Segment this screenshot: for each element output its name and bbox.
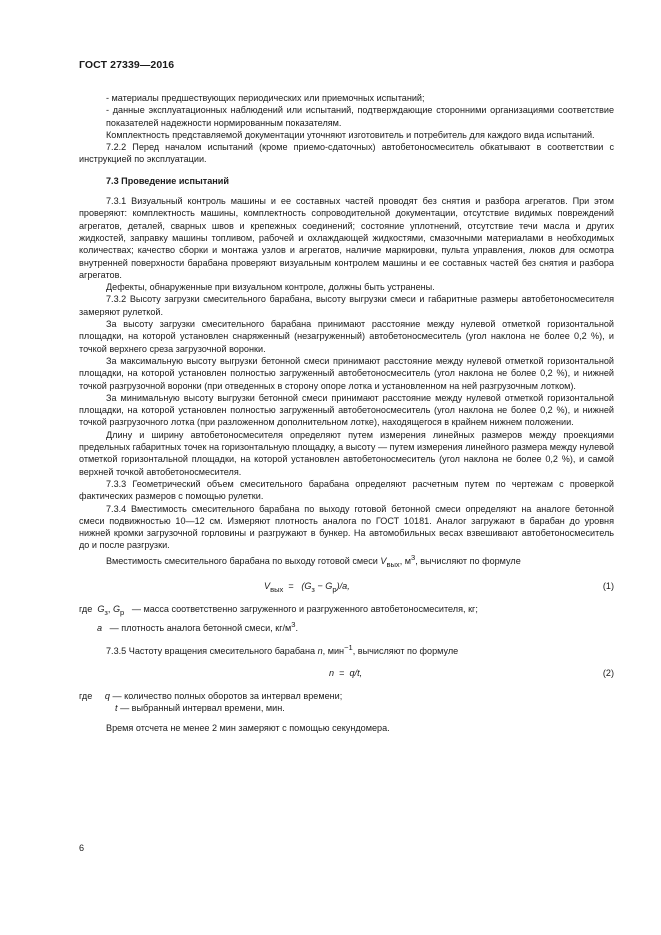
list-item: - данные эксплуатационных наблюдений или испытаний, подтверждающие сторонними организациями соответствие показателей надежности нормированным показателям. <box>106 105 614 128</box>
paragraph: Время отсчета не менее 2 мин замеряют с помощью секундомера. <box>106 723 390 734</box>
paragraph-7-3-4: 7.3.4 Вместимость смесительного барабана по выходу готовой бетонной смеси определяют на аналоге бетонной смеси подвижностью 10—12 см. Измеряют плотность аналога по ГОСТ 10181. Аналог загружают в барабан до уровня нижней кромки загрузочной горловины и разгружают в бункер. На автомобильных весах взвешивают автобетоносмеситель до и после разгрузки. <box>79 503 614 551</box>
section-heading-7-3: 7.3 Проведение испытаний <box>106 175 229 186</box>
page-number: 6 <box>79 843 85 853</box>
document-header: ГОСТ 27339—2016 <box>79 59 175 71</box>
formula-1: $V_{вых}$ = $(G_з - G_р)/a$, (1) <box>264 580 614 594</box>
list-item: - материалы предшествующих периодических или приемочных испытаний; <box>106 93 425 103</box>
paragraph: Комплектность представляемой документации уточняют изготовитель и потребитель для каждого вида испытаний. <box>106 129 595 140</box>
paragraph: За максимальную высоту выгрузки бетонной смеси принимают расстояние между нулевой отметкой горизонтальной площадки, на которой установлен полностью загруженный автобетоносмеситель (угол наклона не более 0,2 %), и нижней точкой разгрузочной воронки (при отведенных в сторону опоре лотка и установленном на ней разгрузочным лотком). <box>79 355 614 391</box>
paragraph-7-2-2: 7.2.2 Перед началом испытаний (кроме приемо-сдаточных) автобетоносмеситель обкатывают в соответствии с инструкцией по эксплуатации. <box>79 142 614 165</box>
paragraph-7-3-3: 7.3.3 Геометрический объем смесительного барабана определяют расчетным путем по чертежам с проверкой фактических размеров с помощью рулетки. <box>79 478 614 502</box>
paragraph: За минимальную высоту выгрузки бетонной смеси принимают расстояние между нулевой отметкой горизонтальной площадки, на которой установлен полностью загруженный автобетоносмеситель (угол наклона не более 0,2 %), и нижней точкой разгрузочного лотка (при разложенном дополнительном лотке), находящегося в крайнем нижнем положении. <box>79 392 614 428</box>
where-line: t — выбранный интервал времени, мин. <box>115 702 285 713</box>
formula-number: (1) <box>602 580 614 591</box>
formula-number: (2) <box>602 667 614 678</box>
formula-2: n = q/t, (2) <box>329 667 614 678</box>
paragraph: Дефекты, обнаруженные при визуальном контроле, должны быть устранены. <box>106 282 435 293</box>
paragraph: Длину и ширину автобетоносмесителя определяют путем измерения линейных размеров между проекциями предельных габаритных точек на горизонтальную площадку, а высоту — путем измерения линейного размера между нулевой отметкой горизонтальной площадки, на которой установлен автобетоносмеситель (угол наклона не более 0,2 %), и самой верхней точкой автобетоносмесителя. <box>79 429 614 477</box>
paragraph-7-3-1: 7.3.1 Визуальный контроль машины и ее составных частей проводят без снятия и разбора агрегатов. При этом проверяют: комплектность машины, комплектность сопроводительной документации, отсутствие видимых повреждений агрегатов, деталей, сварных швов и крепежных соединений; состояние уплотнений, отсутствие течи масла и других жидкостей, заправку машины топливом, рабочей и охлаждающей жидкостями, смазочными материалами в необходимых количествах; качество сборки и монтажа узлов и агрегатов, наличие маркировки, пульта управления, люков для осмотра внутренней поверхности барабана проверяют визуальным контролем машины и ее составных частей без снятия и разбора агрегатов. <box>79 196 614 280</box>
where-line: где q — количество полных оборотов за интервал времени; <box>79 690 343 701</box>
document-body <box>79 92 614 734</box>
where-line: где $G_з$, $G_р$ — масса соответственно загруженного и разгруженного автобетоносмесителя, кг; <box>79 603 478 617</box>
where-line: a — плотность аналога бетонной смеси, $кг/м^3$. <box>97 619 299 633</box>
paragraph-7-3-2: 7.3.2 Высоту загрузки смесительного барабана, высоту выгрузки смеси и габаритные размеры автобетоносмесителя замеряют рулеткой. <box>79 294 614 317</box>
paragraph: Вместимость смесительного барабана по выходу готовой смеси $V_{вых}$, $м^3$, вычисляют по формуле <box>106 552 521 569</box>
paragraph-7-3-5: 7.3.5 Частоту вращения смесительного барабана n, мин$^{-1}$, вычисляют по формуле <box>106 643 459 657</box>
paragraph: За высоту загрузки смесительного барабана принимают расстояние между нулевой отметкой горизонтальной площадки, на которой установлен снаряженный (незагруженный) автобетоносмеситель (угол наклона не более 0,2 %), и точкой верхнего среза загрузочной воронки. <box>79 319 614 354</box>
